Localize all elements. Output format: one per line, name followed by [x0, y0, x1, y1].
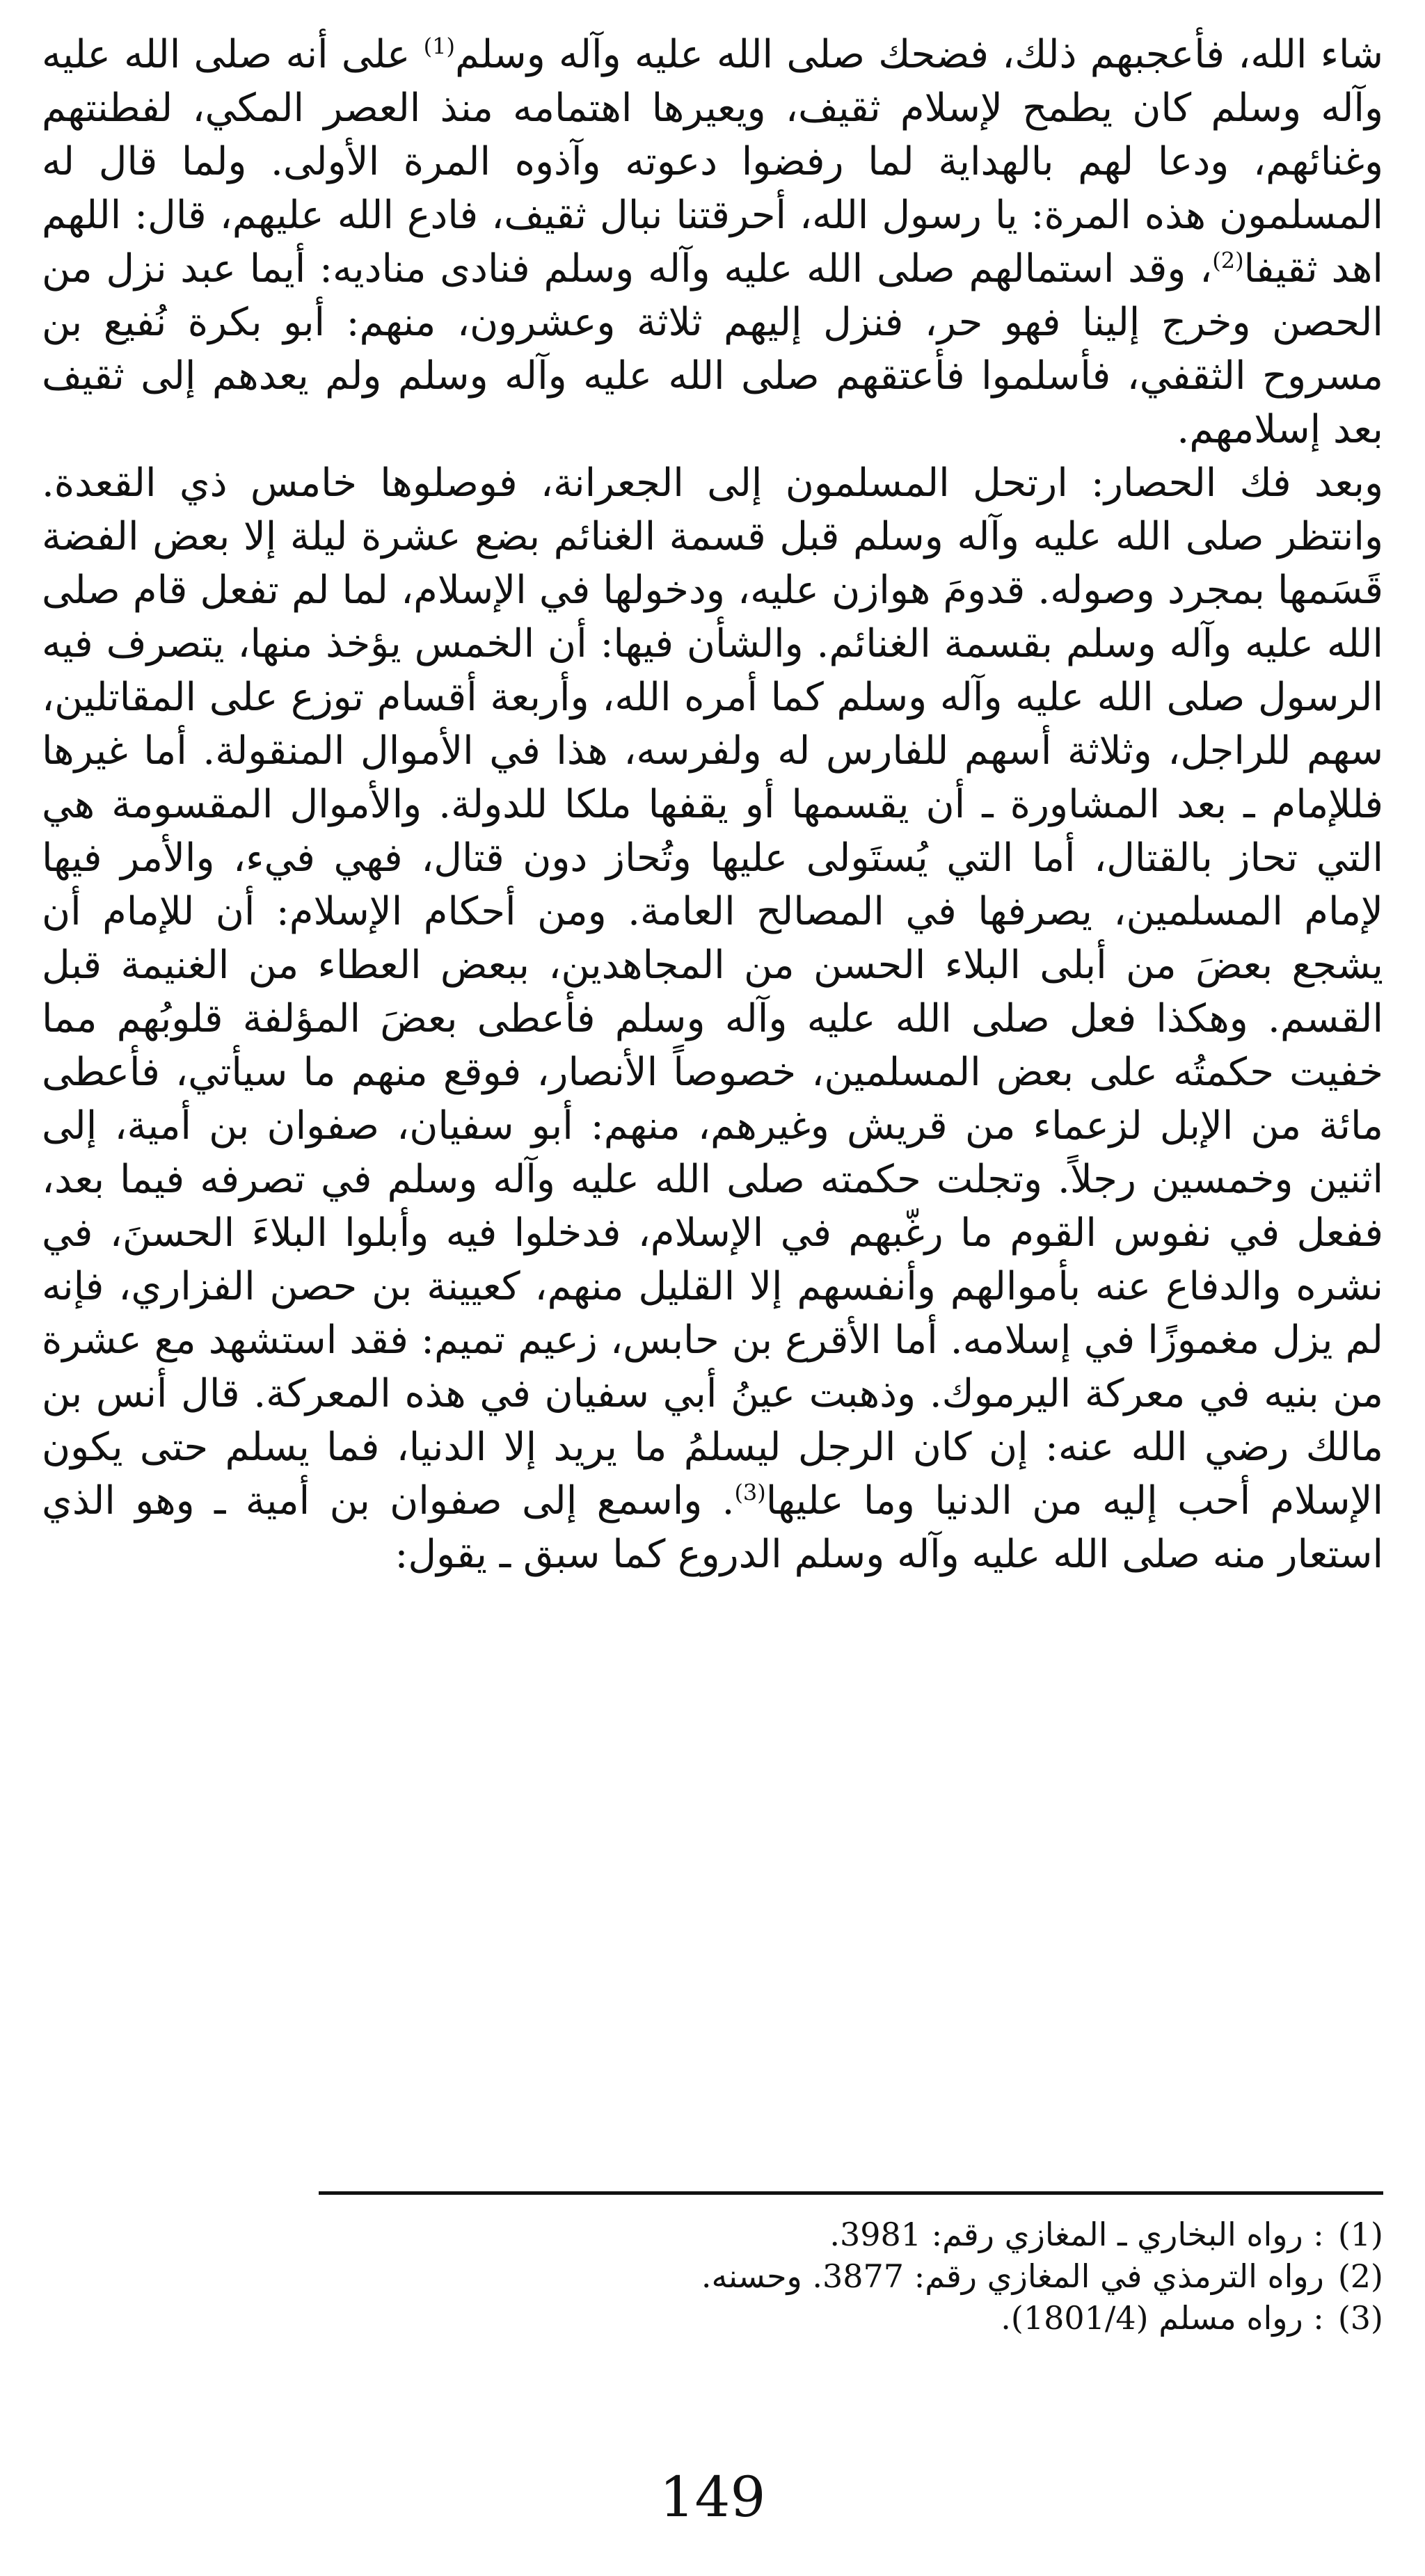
- footnote-divider: [319, 2191, 1383, 2195]
- footnote-3: [42, 2297, 1383, 2339]
- footnote-ref-1: (1): [423, 33, 455, 60]
- footnote-1: [42, 2214, 1383, 2255]
- footnote-ref-3: (3): [734, 1479, 766, 1506]
- main-text: [42, 28, 1383, 1581]
- paragraph-2: [42, 456, 1383, 1581]
- footnotes: [42, 2214, 1383, 2339]
- footnote-ref-2: (2): [1212, 247, 1244, 274]
- paragraph-1-part-b: على أنه صلى الله عليه وآله وسلم كان يطمح لإسلام ثقيف، ويعيرها اهتمامه منذ العصر المكي، لفطنتهم وغنائهم، ودعا لهم بالهداية لما رفضوا دعوته وآذوه المرة الأولى. ولما قال له المسلمون هذه المرة: يا رسول الله، أحرقتنا نبال ثقيف، فادع الله عليهم، قال: اللهم اهد ثقيفا: [42, 32, 1383, 291]
- paragraph-1-part-a: شاء الله، فأعجبهم ذلك، فضحك صلى الله عليه وآله وسلم: [454, 32, 1384, 77]
- footnote-number: (3): [1337, 2299, 1383, 2337]
- footnote-number: (2): [1337, 2257, 1383, 2295]
- paragraph-2-part-b: . واسمع إلى صفوان بن أمية ـ وهو الذي استعار منه صلى الله عليه وآله وسلم الدروع كما سبق ـ يقول:: [42, 1478, 1383, 1577]
- footnote-text: رواه الترمذي في المغازي رقم: 3877. وحسنه.: [701, 2257, 1324, 2295]
- footnote-2: [42, 2255, 1383, 2297]
- footnote-text: : رواه البخاري ـ المغازي رقم: 3981.: [829, 2216, 1324, 2253]
- footnote-text: : رواه مسلم (1801/4).: [1001, 2299, 1324, 2337]
- paragraph-1-part-c: ، وقد استمالهم صلى الله عليه وآله وسلم فنادى مناديه: أيما عبد نزل من الحصن وخرج إلينا فهو حر، فنزل إليهم ثلاثة وعشرون، منهم: أبو بكرة نُفيع بن مسروح الثقفي، فأسلموا فأعتقهم صلى الله عليه وآله وسلم ولم يعدهم إلى ثقيف بعد إسلامهم.: [42, 246, 1383, 452]
- paragraph-1: [42, 28, 1383, 456]
- footnote-number: (1): [1337, 2216, 1383, 2253]
- paragraph-2-part-a: وبعد فك الحصار: ارتحل المسلمون إلى الجعرانة، فوصلوها خامس ذي القعدة. وانتظر صلى الله عليه وآله وسلم قبل قسمة الغنائم بضع عشرة ليلة إلا بعض الفضة قَسَمها بمجرد وصوله. قدومَ هوازن عليه، ودخولها في الإسلام، لما لم تفعل قام صلى الله عليه وآله وسلم بقسمة الغنائم. والشأن فيها: أن الخمس يؤخذ منها، يتصرف فيه الرسول صلى الله عليه وآله وسلم كما أمره الله، وأربعة أقسام توزع على المقاتلين، سهم للراجل، وثلاثة أسهم للفارس له ولفرسه، هذا في الأموال المنقولة. أما غيرها فللإمام ـ بعد المشاورة ـ أن يقسمها أو يقفها ملكا للدولة. والأموال المقسومة هي التي تحاز بالقتال، أما التي يُستَولى عليها وتُحاز دون قتال، فهي فيء، والأمر فيها لإمام المسلمين، يصرفها في المصالح العامة. ومن أحكام الإسلام: أن للإمام أن يشجع بعضَ من أبلى البلاء الحسن من المجاهدين، ببعض العطاء من الغنيمة قبل القسم. وهكذا فعل صلى الله عليه وآله وسلم فأعطى بعضَ المؤلفة قلوبُهم مما خفيت حكمتُه على بعض المسلمين، خصوصاً الأنصار، فوقع منهم ما سيأتي، فأعطى مائة من الإبل لزعماء من قريش وغيرهم، منهم: أبو سفيان، صفوان بن أمية، إلى اثنين وخمسين رجلاً. وتجلت حكمته صلى الله عليه وآله وسلم في تصرفه فيما بعد، ففعل في نفوس القوم ما رغّبهم في الإسلام، فدخلوا فيه وأبلوا البلاءَ الحسنَ، في نشره والدفاع عنه بأموالهم وأنفسهم إلا القليل منهم، كعيينة بن حصن الفزاري، فإنه لم يزل مغموزًا في إسلامه. أما الأقرع بن حابس، زعيم تميم: فقد استشهد مع عشرة من بنيه في معركة اليرموك. وذهبت عينُ أبي سفيان في هذه المعركة. قال أنس بن مالك رضي الله عنه: إن كان الرجل ليسلمُ ما يريد إلا الدنيا، فما يسلم حتى يكون الإسلام أحب إليه من الدنيا وما عليها: [42, 461, 1384, 1523]
- page-number: 149: [659, 2465, 766, 2529]
